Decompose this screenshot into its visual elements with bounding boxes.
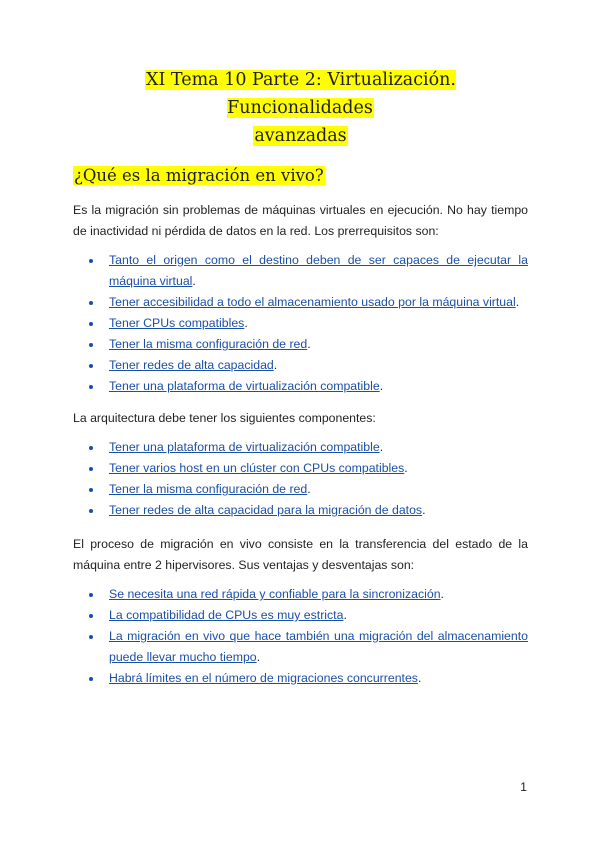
item-period: . — [379, 440, 384, 454]
pros-cons-item — [73, 668, 528, 689]
item-period: . — [404, 461, 408, 475]
bullet-icon — [89, 446, 93, 450]
title-line-1: XI Tema 10 Parte 2: Virtualización. Funcionalidades — [145, 70, 456, 118]
item-period: . — [307, 337, 311, 351]
bullet-icon — [89, 259, 93, 263]
pros-cons-item-link[interactable]: Habrá límites en el número de migraciones concurrentes — [109, 671, 418, 685]
pros-cons-item — [73, 626, 528, 668]
prerequisite-item — [73, 376, 528, 397]
component-item-link[interactable]: Tener la misma configuración de red — [109, 482, 308, 496]
bullet-icon — [89, 635, 93, 639]
item-period: . — [440, 587, 444, 601]
components-list — [73, 437, 528, 521]
section-heading-text: ¿Qué es la migración en vivo? — [74, 166, 324, 185]
page-number: 1 — [520, 780, 527, 794]
pros-cons-item — [73, 584, 528, 605]
component-item-link[interactable]: Tener redes de alta capacidad para la migración de datos — [109, 503, 423, 517]
item-period: . — [307, 482, 311, 496]
component-item-link[interactable]: Tener una plataforma de virtualización compatible — [109, 440, 380, 454]
bullet-icon — [89, 509, 93, 513]
bullet-icon — [89, 364, 93, 368]
bullet-icon — [89, 467, 93, 471]
title-line-2: avanzadas — [254, 126, 347, 146]
prerequisite-item-link[interactable]: Tanto el origen como el destino deben de ser capaces de ejecutar la máquina virtual — [109, 253, 528, 288]
item-period: . — [379, 379, 384, 393]
prerequisite-item-link[interactable]: Tener la misma configuración de red — [109, 337, 308, 351]
bullet-icon — [89, 614, 93, 618]
component-item — [73, 437, 528, 458]
item-period: . — [273, 358, 278, 372]
process-paragraph: El proceso de migración en vivo consiste en la transferencia del estado de la máquina entre 2 hipervisores. Sus ventajas y desventajas son: — [73, 537, 528, 572]
prerequisite-item-link[interactable]: Tener redes de alta capacidad — [109, 358, 274, 372]
prerequisite-item — [73, 250, 528, 292]
pros-cons-item-link[interactable]: Se necesita una red rápida y confiable para la sincronización — [109, 587, 441, 601]
item-period: . — [244, 316, 248, 330]
bullet-icon — [89, 322, 93, 326]
pros-cons-list — [73, 584, 528, 689]
pros-cons-item-link[interactable]: La compatibilidad de CPUs es muy estricta — [109, 608, 344, 622]
prerequisite-item — [73, 355, 528, 376]
prerequisites-list — [73, 250, 528, 397]
item-period: . — [422, 503, 426, 517]
bullet-icon — [89, 593, 93, 597]
component-item-link[interactable]: Tener varios host en un clúster con CPUs compatibles — [109, 461, 405, 475]
prerequisite-item — [73, 292, 528, 313]
prerequisite-item-link[interactable]: Tener una plataforma de virtualización compatible — [109, 379, 380, 393]
document-page — [73, 66, 528, 689]
prerequisite-item — [73, 334, 528, 355]
item-period: . — [515, 295, 520, 309]
bullet-icon — [89, 677, 93, 681]
architecture-paragraph: La arquitectura debe tener los siguientes componentes: — [73, 411, 376, 425]
prerequisite-item-link[interactable]: Tener CPUs compatibles — [109, 316, 245, 330]
document-title — [73, 66, 528, 150]
pros-cons-item-link[interactable]: La migración en vivo que hace también una migración del almacenamiento puede llevar mucho tiempo — [109, 629, 528, 664]
bullet-icon — [89, 488, 93, 492]
bullet-icon — [89, 385, 93, 389]
bullet-icon — [89, 343, 93, 347]
bullet-icon — [89, 301, 93, 305]
item-period: . — [256, 650, 261, 664]
component-item — [73, 500, 528, 521]
component-item — [73, 479, 528, 500]
item-period: . — [417, 671, 422, 685]
intro-paragraph: Es la migración sin problemas de máquinas virtuales en ejecución. No hay tiempo de inactividad ni pérdida de datos en la red. Los prerrequisitos son: — [73, 203, 528, 238]
component-item — [73, 458, 528, 479]
pros-cons-item — [73, 605, 528, 626]
prerequisite-item-link[interactable]: Tener accesibilidad a todo el almacenamiento usado por la máquina virtual — [109, 295, 516, 309]
prerequisite-item — [73, 313, 528, 334]
section-heading — [73, 164, 528, 188]
item-period: . — [343, 608, 347, 622]
item-period: . — [192, 274, 196, 288]
